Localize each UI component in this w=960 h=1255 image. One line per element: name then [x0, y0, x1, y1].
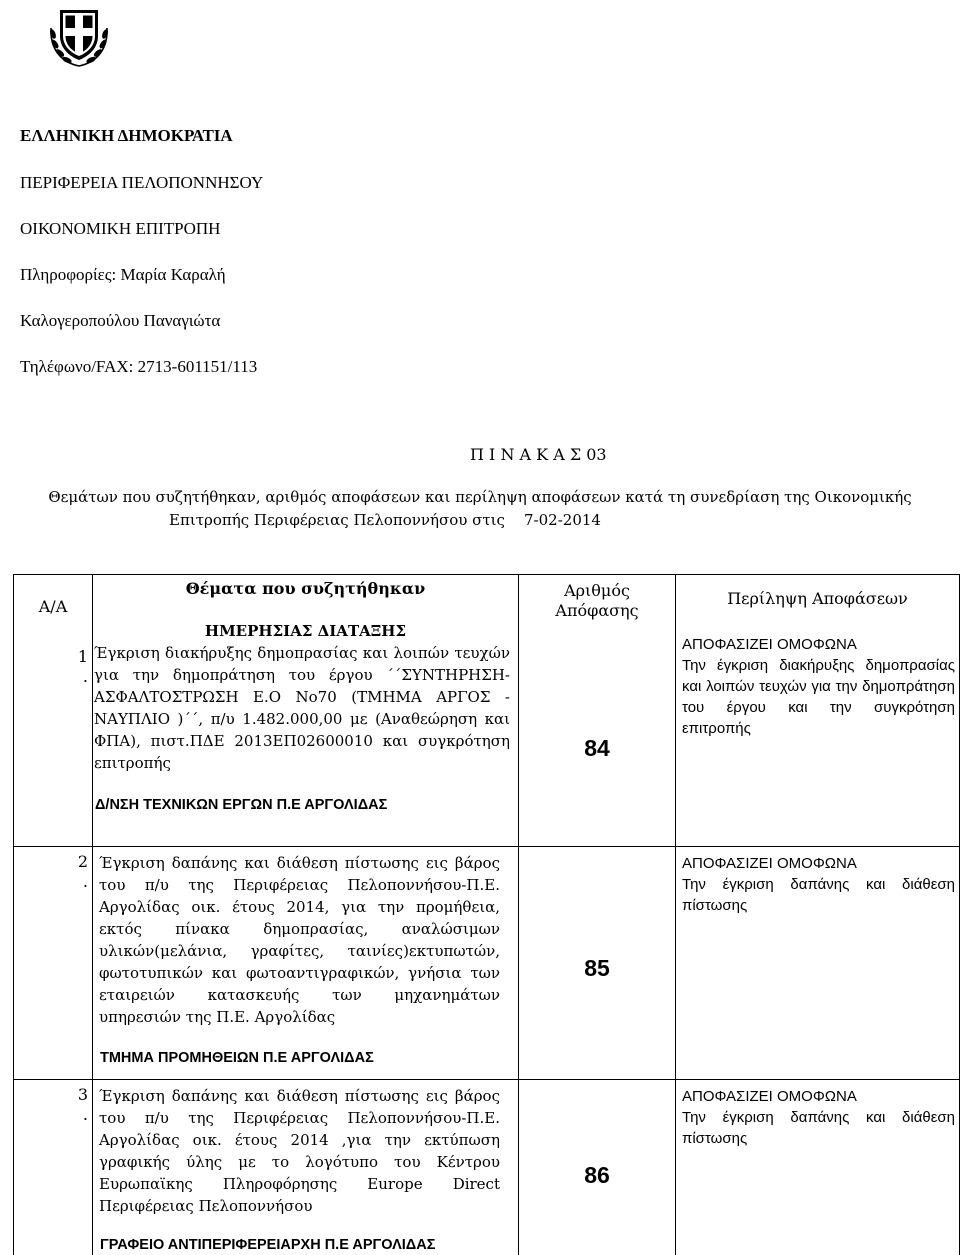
greek-coat-of-arms-icon: [46, 4, 112, 70]
subtitle-line-2: Επιτροπής Περιφέρειας Πελοποννήσου στις 7-02-2014: [169, 511, 601, 529]
decision-number: 84: [584, 735, 610, 761]
row-description: Έγκριση δαπάνης και διάθεση πίστωσης εις βάρος του π/υ της Περιφέρειας Πελοποννήσου-Π.Ε. Αργολίδας οικ. έτους 2014, για την προμήθεια, εκτός πίνακα δημοπρασίας, αναλώσιμων υλικών(μελάνια, γραφίτες, ταινίες)εκτυπωτών, φωτοτυπικών και φωτοαντιγραφικών, γνήσια των εταιρειών κατασκευής των μηχανημάτων υπηρεσιών της Π.Ε. Αργολίδας: [99, 854, 500, 1026]
row-department: ΓΡΑΦΕΙΟ ΑΝΤΙΠΕΡΙΦΕΡΕΙΑΡΧΗ Π.Ε ΑΡΓΟΛΙΔΑΣ: [100, 1237, 436, 1253]
row-number: 3 .: [77, 1085, 88, 1124]
row-number: 1 .: [77, 647, 88, 686]
aa-cell: [14, 847, 93, 1080]
info-label-2: Καλογεροπούλου Παναγιώτα: [20, 311, 221, 330]
summary-cell: [676, 847, 960, 1080]
page-title: Π Ι Ν Α Κ Α Σ 03: [470, 445, 607, 464]
summary-column: [676, 575, 960, 847]
topic-cell: [93, 847, 519, 1080]
row-description: Έγκριση δαπάνης και διάθεση πίστωσης εις βάρος του π/υ της Περιφέρειας Πελοποννήσου-Π.Ε. Αργολίδας οικ. έτους 2014 ,για την εκτύπωση γραφικής ύλης με το λογότυπο του Κέντρου Ευρωπαϊκης Πληροφόρησης Europe Direct Περιφέρειας Πελοποννήσου: [99, 1087, 500, 1215]
summary-body: Την έγκριση δαπάνης και διάθεση πίστωσης: [682, 876, 955, 914]
table-row: [14, 1080, 960, 1255]
col-header-aa: Α/Α: [38, 597, 68, 616]
info-label: Πληροφορίες: Μαρία Καραλή: [20, 265, 226, 284]
agenda-heading: ΗΜΕΡΗΣΙΑΣ ΔΙΑΤΑΞΗΣ: [204, 622, 407, 640]
table-row: [14, 575, 960, 847]
row-description: Έγκριση διακήρυξης δημοπρασίας και λοιπών τευχών για την δημοπράτηση του έργου ΄΄ΣΥΝΤΗΡΗΣΗ-ΑΣΦΑΛΤΟΣΤΡΩΣΗ Ε.Ο Νο70 (ΤΜΗΜΑ ΑΡΓΟΣ - ΝΑΥΠΛΙΟ )΄΄, π/υ 1.482.000,00 με (Αναθεώρηση και ΦΠΑ), πιστ.ΠΔΕ 2013ΕΠ02600010 και συγκρότηση επιτροπής: [94, 644, 510, 772]
row-department: ΤΜΗΜΑ ΠΡΟΜΗΘΕΙΩΝ Π.Ε ΑΡΓΟΛΙΔΑΣ: [100, 1050, 374, 1066]
table-row: [14, 847, 960, 1080]
phone-label: Τηλέφωνο/FAX: 2713-601151/113: [20, 357, 258, 376]
number-column: [519, 575, 676, 847]
topic-cell: [93, 1080, 519, 1255]
decisions-table: [13, 574, 960, 1255]
summary-head: ΑΠΟΦΑΣΙΖΕΙ ΟΜΟΦΩΝΑ: [682, 636, 857, 653]
col-header-summary: Περίληψη Αποφάσεων: [727, 589, 908, 608]
decision-number: 85: [584, 955, 610, 981]
topics-column: [93, 575, 519, 847]
row-number: 2 .: [77, 852, 88, 891]
summary-body: Την έγκριση διακήρυξης δημοπρασίας και λοιπών τευχών για την δημοπράτηση του έργου και την συγκρότηση επιτροπής: [682, 657, 955, 737]
number-cell: [519, 847, 676, 1080]
republic-label: ΕΛΛΗΝΙΚΗ ΔΗΜΟΚΡΑΤΙΑ: [20, 126, 233, 145]
region-label: ΠΕΡΙΦΕΡΕΙΑ ΠΕΛΟΠΟΝΝΗΣΟΥ: [20, 173, 264, 192]
row-department: Δ/ΝΣΗ ΤΕΧΝΙΚΩΝ ΕΡΓΩΝ Π.Ε ΑΡΓΟΛΙΔΑΣ: [95, 797, 388, 813]
subtitle-line-1: Θεμάτων που συζητήθηκαν, αριθμός αποφάσεων και περίληψη αποφάσεων κατά τη συνεδρίαση της Οικονομικής: [48, 488, 912, 506]
summary-body: Την έγκριση δαπάνης και διάθεση πίστωσης: [682, 1109, 955, 1147]
decision-number: 86: [584, 1162, 610, 1188]
summary-cell: [676, 1080, 960, 1255]
committee-label: ΟΙΚΟΝΟΜΙΚΗ ΕΠΙΤΡΟΠΗ: [20, 219, 221, 238]
summary-head: ΑΠΟΦΑΣΙΖΕΙ ΟΜΟΦΩΝΑ: [682, 855, 857, 872]
col-header-number: Αριθμός Απόφασης: [555, 581, 639, 620]
aa-cell: [14, 1080, 93, 1255]
aa-column: [14, 575, 93, 847]
col-header-topics: Θέματα που συζητήθηκαν: [185, 579, 426, 598]
summary-head: ΑΠΟΦΑΣΙΖΕΙ ΟΜΟΦΩΝΑ: [682, 1088, 857, 1105]
number-cell: [519, 1080, 676, 1255]
